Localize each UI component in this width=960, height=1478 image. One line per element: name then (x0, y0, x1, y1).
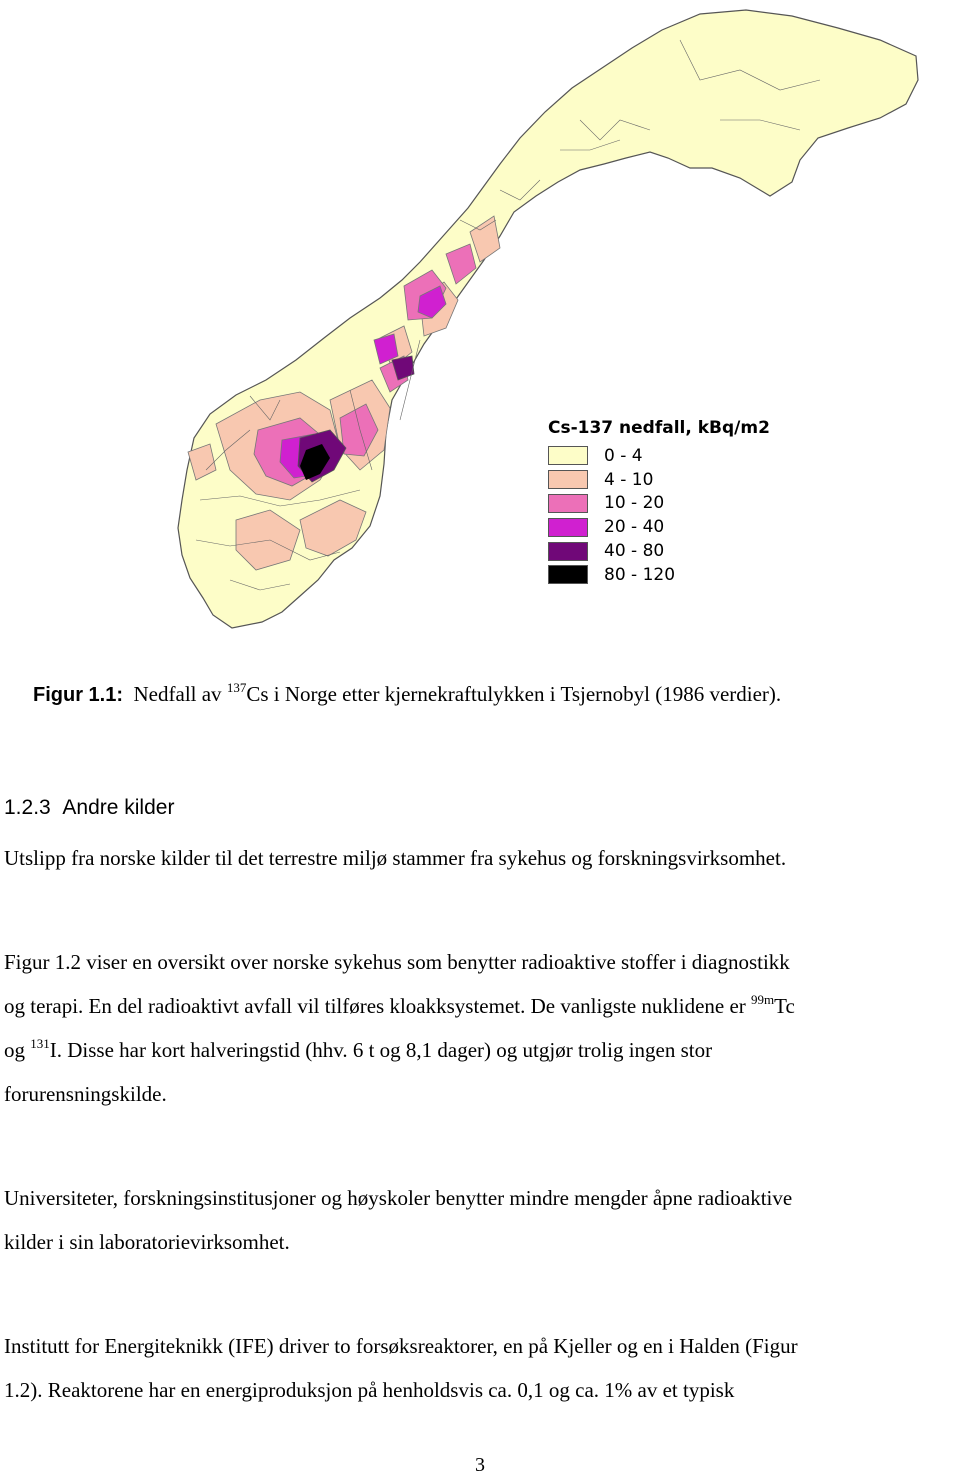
paragraph-3-line-1: Universiteter, forskningsinstitusjoner og høyskoler benytter mindre mengder åpne radioaktive (4, 1186, 793, 1210)
legend-swatch (548, 565, 588, 584)
legend-label: 40 - 80 (604, 541, 665, 562)
fallout-map-figure (0, 0, 960, 640)
legend-label: 0 - 4 (604, 445, 643, 466)
p2-superscript-2: 131 (30, 1036, 50, 1051)
legend-rows (548, 444, 770, 587)
caption-post: Cs i Norge etter kjernekraftulykken i Tsjernobyl (1986 verdier). (246, 682, 782, 706)
norway-map (0, 0, 960, 640)
legend-label: 10 - 20 (604, 493, 665, 514)
p2-superscript-1: 99m (751, 992, 775, 1007)
legend-swatch (548, 494, 588, 513)
section-heading (4, 795, 174, 820)
legend-row (548, 539, 770, 563)
p2-line-3-start: og (4, 1038, 25, 1062)
legend-swatch (548, 518, 588, 537)
legend-swatch (548, 470, 588, 489)
paragraph-4-line-2: 1.2). Reaktorene har en energiproduksjon på henholdsvis ca. 0,1 og ca. 1% av et typisk (4, 1378, 735, 1402)
figure-caption (33, 682, 781, 707)
paragraph-2-line-4: forurensningskilde. (4, 1082, 167, 1106)
paragraph-2-line-2 (4, 994, 795, 1019)
paragraph-1: Utslipp fra norske kilder til det terrestre miljø stammer fra sykehus og forskningsvirksomhet. (4, 846, 787, 870)
section-title: Andre kilder (62, 796, 175, 819)
paragraph-2-line-3 (4, 1038, 712, 1063)
paragraph-4-line-1: Institutt for Energiteknikk (IFE) driver to forsøksreaktorer, en på Kjeller og en i Halden (Figur (4, 1334, 798, 1358)
caption-superscript: 137 (226, 680, 247, 695)
paragraph-2-line-1: Figur 1.2 viser en oversikt over norske sykehus som benytter radioaktive stoffer i diagnostikk (4, 950, 790, 974)
legend-row (548, 563, 770, 587)
legend-row (548, 444, 770, 468)
map-legend (548, 418, 770, 587)
caption-label: Figur 1.1: (33, 684, 124, 706)
p2-line-2-end: Tc (774, 994, 795, 1018)
legend-row (548, 515, 770, 539)
paragraph-3-line-2: kilder i sin laboratorievirksomhet. (4, 1230, 290, 1254)
p2-line-3-text: I. Disse har kort halveringstid (hhv. 6 t og 8,1 dager) og utgjør trolig ingen stor (49, 1038, 713, 1062)
legend-swatch (548, 446, 588, 465)
legend-row (548, 468, 770, 492)
legend-label: 20 - 40 (604, 517, 665, 538)
legend-row (548, 492, 770, 516)
section-number: 1.2.3 (4, 796, 51, 819)
legend-label: 80 - 120 (604, 564, 676, 585)
legend-title: Cs-137 nedfall, kBq/m2 (548, 418, 770, 438)
legend-label: 4 - 10 (604, 469, 654, 490)
p2-line-2-text: og terapi. En del radioaktivt avfall vil tilføres kloakksystemet. De vanligste nuklidene er (4, 994, 746, 1018)
legend-swatch (548, 542, 588, 561)
page-number: 3 (475, 1454, 485, 1476)
caption-pre: Nedfall av (133, 682, 222, 706)
